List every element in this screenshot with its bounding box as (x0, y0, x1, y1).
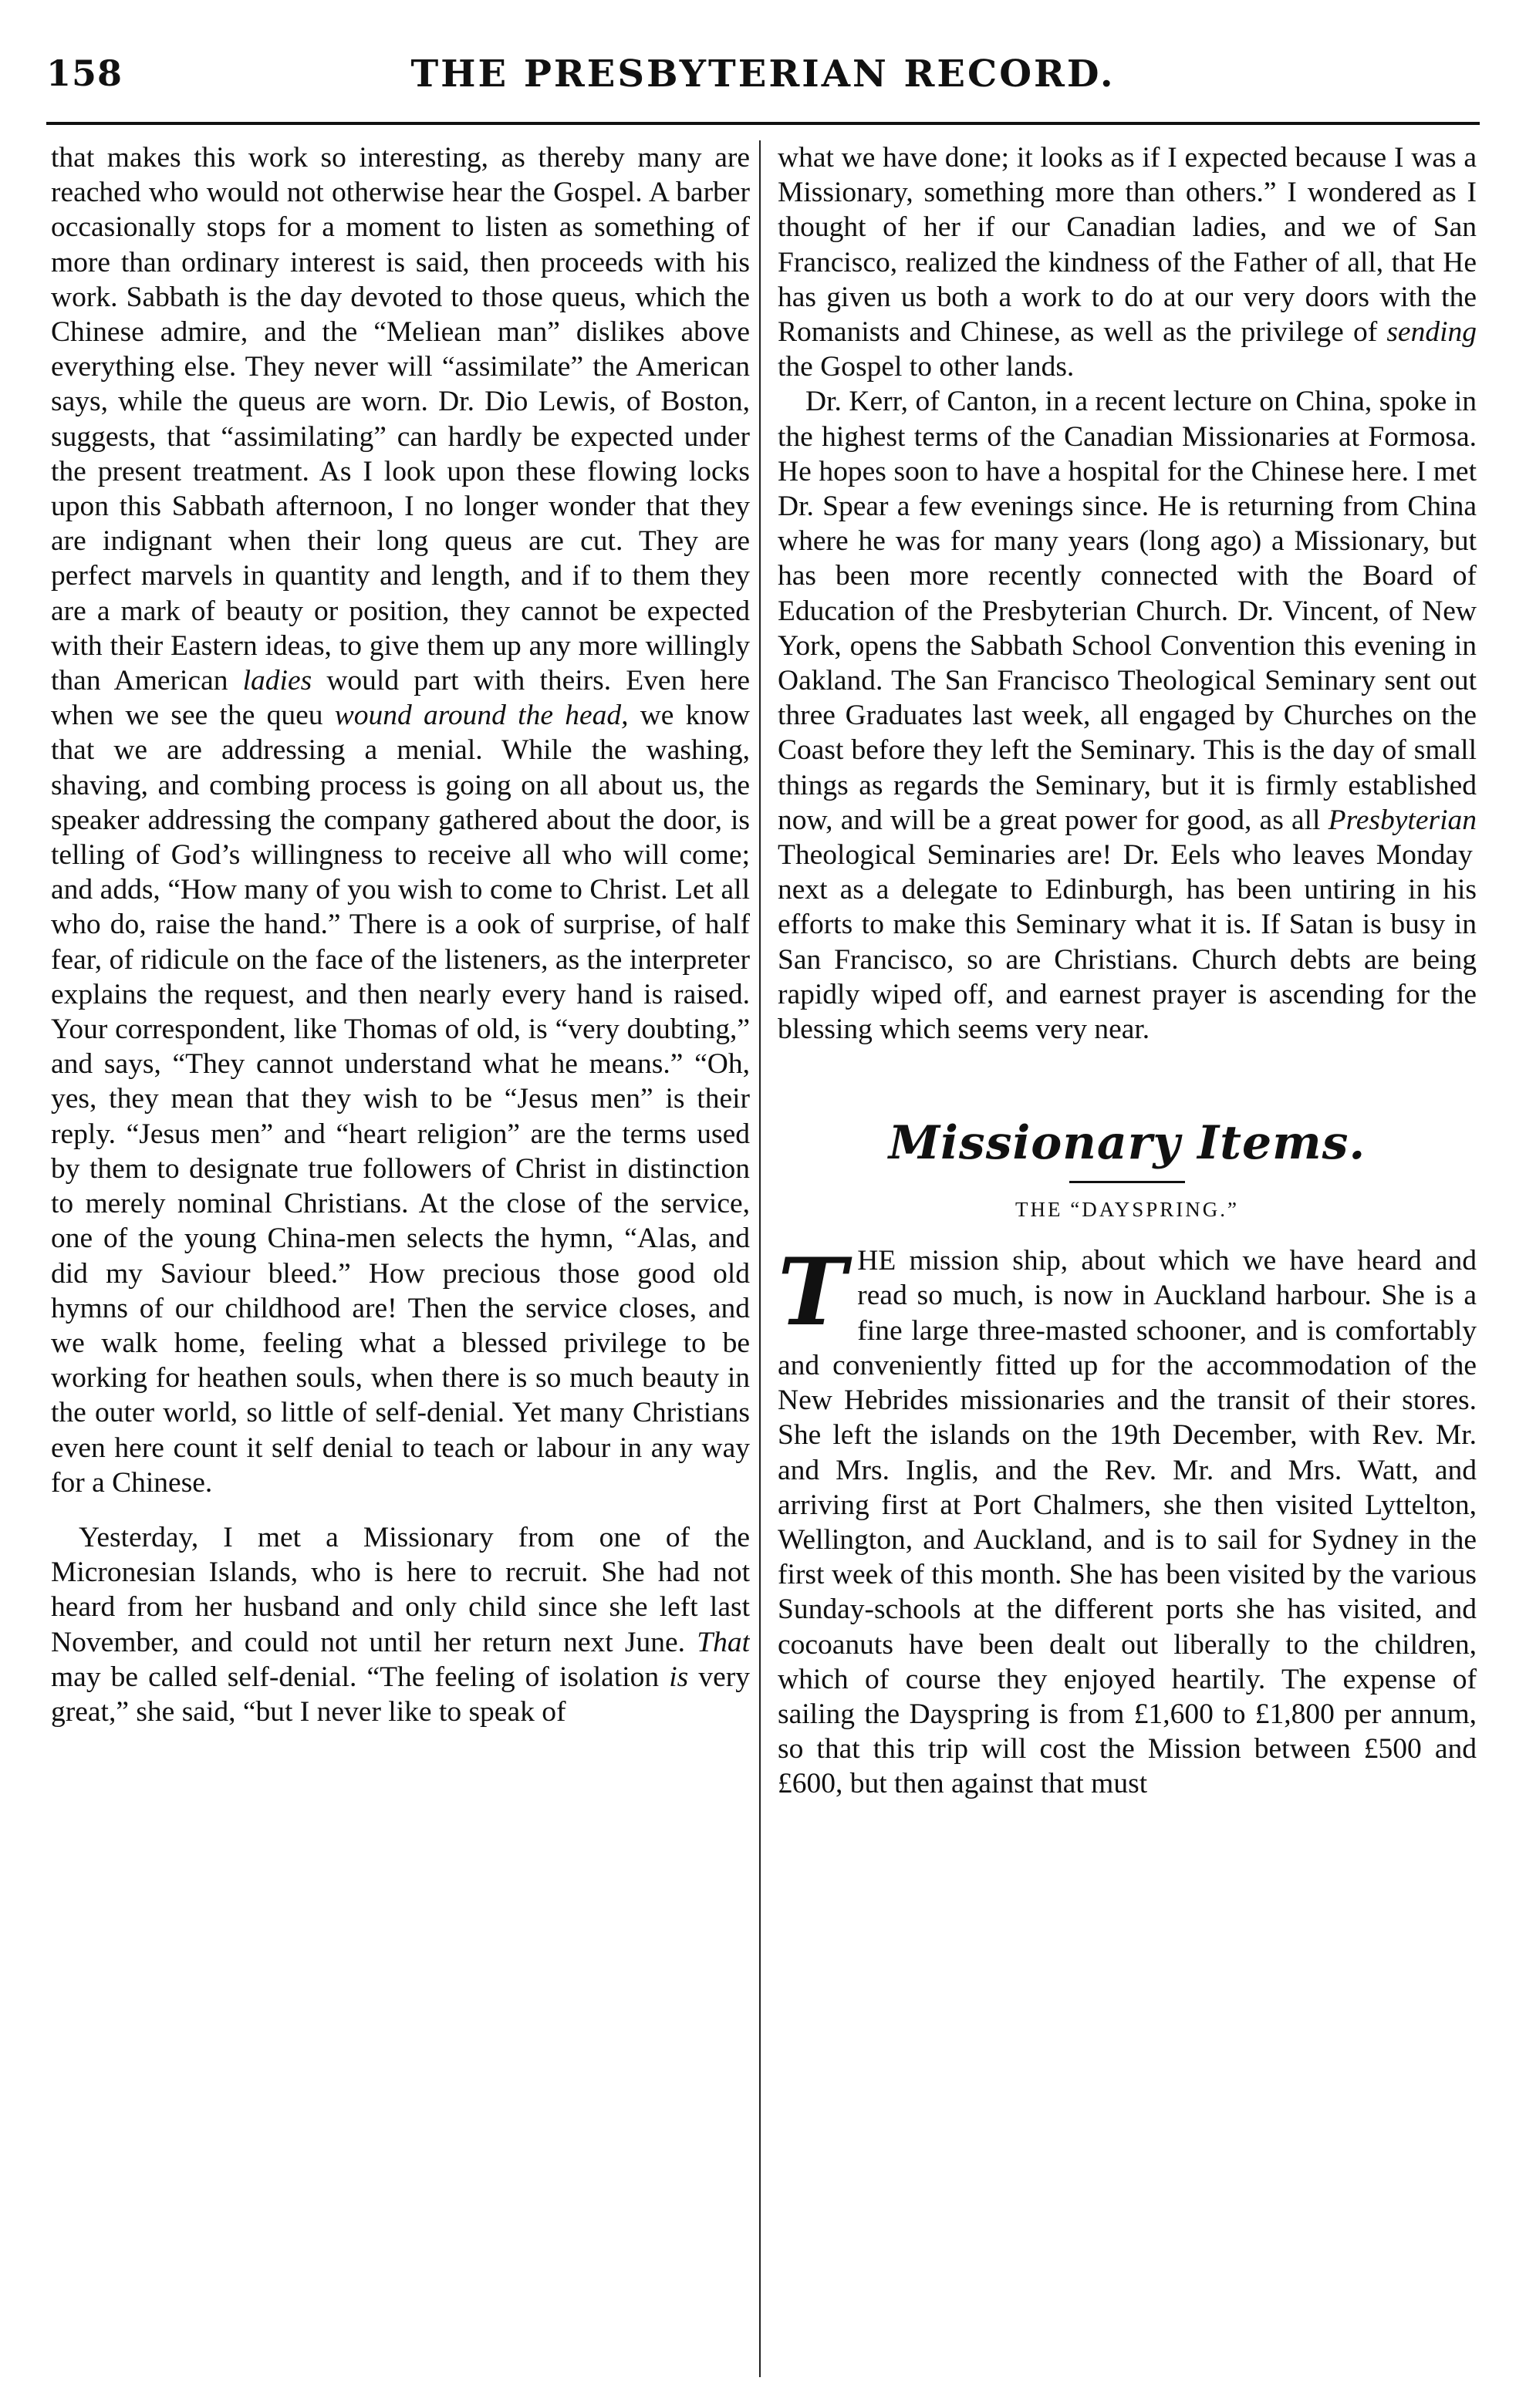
italic-run: wound around the head, (334, 700, 629, 732)
page-number: 158 (46, 52, 123, 94)
text-run: the Gospel to other lands. (778, 351, 1075, 383)
left-column (51, 140, 750, 2377)
drop-cap: T (778, 1238, 847, 1347)
right-paragraph-2 (778, 384, 1477, 1047)
text-run: Theological Seminaries are! Dr. Eels who leaves Monday next as a delegate to Edinburgh, has been untiring in his efforts to make this Seminary what it is. If Satan is busy in San Francisco, so are Christians. Church debts are being rapidly wiped off, and earnest prayer is ascending for the blessing which seems very near. (778, 839, 1477, 1046)
text-run: Dr. Kerr, of Canton, in a recent lecture on China, spoke in the highest terms of the Canadian Missionaries at Formosa. He hopes soon to have a hospital for the Chinese here. I met Dr. Spear a few evenings since. He is returning from China where he was for many years (long ago) a Missionary, but has been more recently connected with the Board of Education of the Presbyterian Church. Dr. Vincent, of New York, opens the Sabbath School Convention this evening in Oakland. The San Francisco Theological Seminary sent out three Graduates last week, all engaged by Churches on the Coast before they left the Seminary. This is the day of small things as regards the Seminary, but it is firmly established now, and will be a great power for good, as all (778, 386, 1477, 836)
running-head: THE PRESBYTERIAN RECORD. (410, 52, 1116, 96)
mission-article-paragraph (778, 1238, 1477, 1801)
text-run: very great,” she said, “but I never like to speak of (51, 1661, 750, 1728)
text-run: Yesterday, I met a Missionary from one of the Micronesian Islands, who is here to recruit. She had not heard from her husband and only child since she left last November, and could not until her return next June. (51, 1521, 750, 1658)
text-run: we know that we are addressing a menial. While the washing, shaving, and combing process is going on all about us, the speaker addressing the company gathered about the door, is telling of God’s willingness to receive all who will come; and adds, “How many of you wish to come to Christ. Let all who do, raise the hand.” There is a ook of surprise, of half fear, of ridicule on the face of the listeners, as the interpreter explains the request, and then nearly every hand is raised. Your correspondent, like Thomas of old, is “very doubting,” and says, “They cannot understand what he means.” “Oh, yes, they mean that they wish to be “Jesus men” is their reply. “Jesus men” and “heart religion” are the terms used by them to designate true followers of Christ in distinction to merely nominal Christians. At the close of the service, one of the young China-men selects the hymn, “Alas, and did my Saviour bleed.” How precious those good old hymns of our childhood are! Then the service closes, and we walk home, feeling what a blessed privilege to be working for heathen souls, when there is so much beauty in the outer world, so little of self-denial. Yet many Christians even here count it self denial to teach or labour in any way for a Chinese. (51, 700, 750, 1499)
section-heading: Missionary Items. (888, 1116, 1366, 1171)
text-run: would part with theirs. Even here when we see the queu (51, 665, 750, 732)
italic-run: Presbyterian (1328, 804, 1477, 836)
left-paragraph-2 (51, 1520, 750, 1729)
italic-run: That (697, 1626, 750, 1658)
right-paragraph-1 (778, 140, 1477, 384)
section-rule (1069, 1181, 1185, 1183)
header-rule (46, 122, 1480, 125)
column-divider (759, 140, 761, 2377)
italic-run: is (669, 1661, 689, 1693)
text-run: HE mission ship, about which we have heard and read so much, is now in Auckland harbour. She is a fine large three-masted schooner, and is comfortably and conveniently fitted up for the accommodation of the New Hebrides missionaries and the transit of their stores. She left the islands on the 19th December, with Rev. Mr. and Mrs. Inglis, and the Rev. Mr. and Mrs. Watt, and arriving first at Port Chalmers, she then visited Lyttelton, Wellington, and Auckland, and is to sail for Sydney in the first week of this month. She has been visited by the various Sunday-schools at the different ports she has visited, and cocoanuts have been dealt out liberally to the children, which of course they enjoyed heartily. The expense of sailing the Dayspring is from £1,600 to £1,800 per annum, so that this trip will cost the Mission between £500 and £600, but then against that must (778, 1245, 1477, 1800)
text-run: what we have done; it looks as if I expected because I was a Missionary, something more than others.” I wondered as I thought of her if our Canadian ladies, and we of San Francisco, realized the kindness of the Father of all, that He has given us both a work to do at our very doors with the Romanists and Chinese, as well as the privilege of (778, 142, 1477, 349)
italic-run: ladies (242, 665, 312, 697)
right-column (778, 140, 1477, 2377)
italic-run: sending (1386, 316, 1477, 349)
left-paragraph-1 (51, 140, 750, 1500)
page-header (46, 46, 1480, 116)
text-run: may be called self-denial. “The feeling of isolation (51, 1661, 670, 1693)
article-subheading: THE “DAYSPRING.” (1015, 1198, 1239, 1222)
text-run: that makes this work so interesting, as thereby many are reached who would not otherwise hear the Gospel. A barber occasionally stops for a moment to listen as something of more than ordinary interest is said, then proceeds with his work. Sabbath is the day devoted to those queus, which the Chinese admire, and the “Meliean man” dislikes above everything else. They never will “assimilate” the American says, while the queus are worn. Dr. Dio Lewis, of Boston, suggests, that “assimilating” can hardly be expected under the present treatment. As I look upon these flowing locks upon this Sabbath afternoon, I no longer wonder that they are indignant when their long queus are cut. They are perfect marvels in quantity and length, and if to them they are a mark of beauty or position, they cannot be expected with their Eastern ideas, to give them up any more willingly than American (51, 142, 750, 697)
